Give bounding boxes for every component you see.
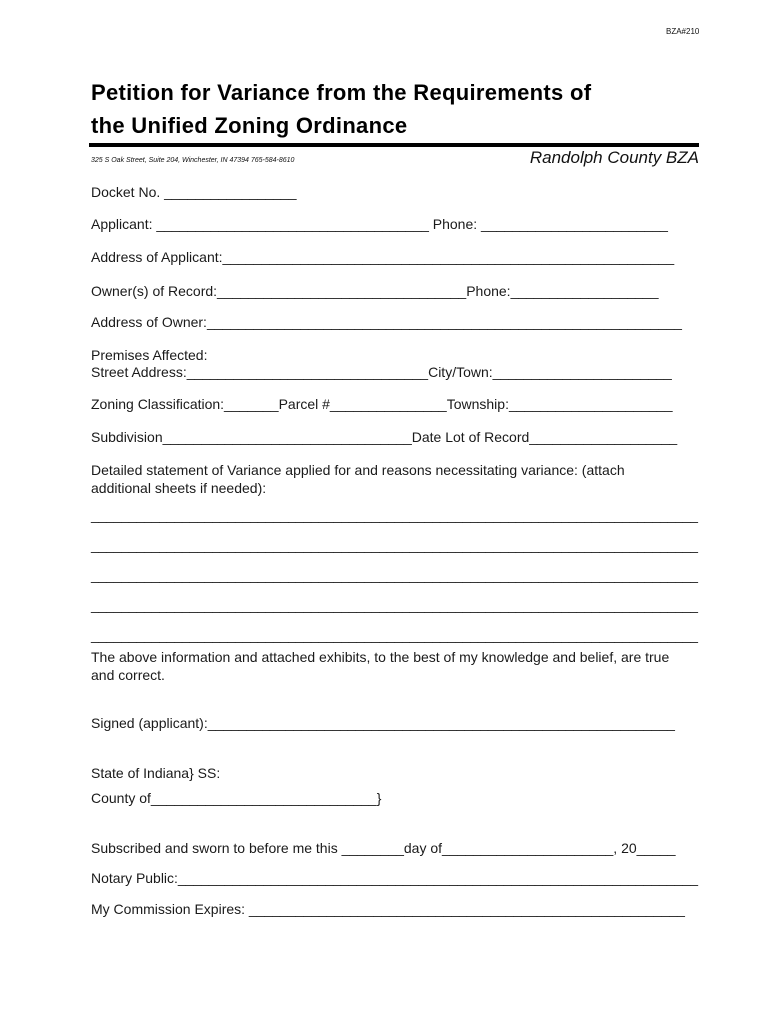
statement-prompt-cont: additional sheets if needed): <box>91 480 267 496</box>
certification-text: The above information and attached exhibits, to the best of my knowledge and belief, are true <box>91 649 670 665</box>
statement-prompt: Detailed statement of Variance applied for and reasons necessitating variance: (attach <box>91 462 625 478</box>
statement-line-4[interactable]: ________________________________________________________________________________ <box>91 597 699 613</box>
address-of-owner-field[interactable]: Address of Owner:_____________________________________________________________ <box>91 314 682 330</box>
subdivision-field[interactable]: Subdivision________________________________Date Lot of Record___________________ <box>91 429 678 445</box>
docket-field[interactable]: Docket No. _________________ <box>91 184 297 200</box>
statement-line-1[interactable]: ________________________________________________________________________________ <box>91 507 699 523</box>
office-address: 325 S Oak Street, Suite 204, Winchester, IN 47394 765-584-8610 <box>91 157 295 164</box>
subscribed-sworn-field[interactable]: Subscribed and sworn to before me this ________day of______________________, 20_____ <box>91 840 676 856</box>
title-divider <box>89 143 699 147</box>
state-of-indiana: State of Indiana} SS: <box>91 765 221 781</box>
address-of-applicant-field[interactable]: Address of Applicant:__________________________________________________________ <box>91 249 675 265</box>
certification-text-cont: and correct. <box>91 667 165 683</box>
zoning-classification-field[interactable]: Zoning Classification:_______Parcel #_______________Township:_____________________ <box>91 396 673 412</box>
street-address-field[interactable]: Street Address:_______________________________City/Town:_______________________ <box>91 364 672 380</box>
statement-line-3[interactable]: ________________________________________________________________________________ <box>91 567 699 583</box>
statement-line-2[interactable]: ________________________________________________________________________________ <box>91 537 699 553</box>
form-id: BZA#210 <box>666 27 700 36</box>
organization-name: Randolph County BZA <box>529 148 699 167</box>
page-title-line-1: Petition for Variance from the Requirements of <box>91 80 592 105</box>
commission-expires-field[interactable]: My Commission Expires: ________________________________________________________ <box>91 901 685 917</box>
page-title-line-2: the Unified Zoning Ordinance <box>91 113 408 138</box>
owners-of-record-field[interactable]: Owner(s) of Record:________________________________Phone:___________________ <box>91 283 659 299</box>
notary-public-field[interactable]: Notary Public:___________________________________________________________________ <box>91 870 699 886</box>
statement-line-5[interactable]: ________________________________________________________________________________ <box>91 627 699 643</box>
signed-applicant-field[interactable]: Signed (applicant):____________________________________________________________ <box>91 715 675 731</box>
county-field[interactable]: County of_____________________________} <box>91 790 382 806</box>
premises-affected-label: Premises Affected: <box>91 347 208 363</box>
applicant-field[interactable]: Applicant: ___________________________________ Phone: ________________________ <box>91 216 668 232</box>
